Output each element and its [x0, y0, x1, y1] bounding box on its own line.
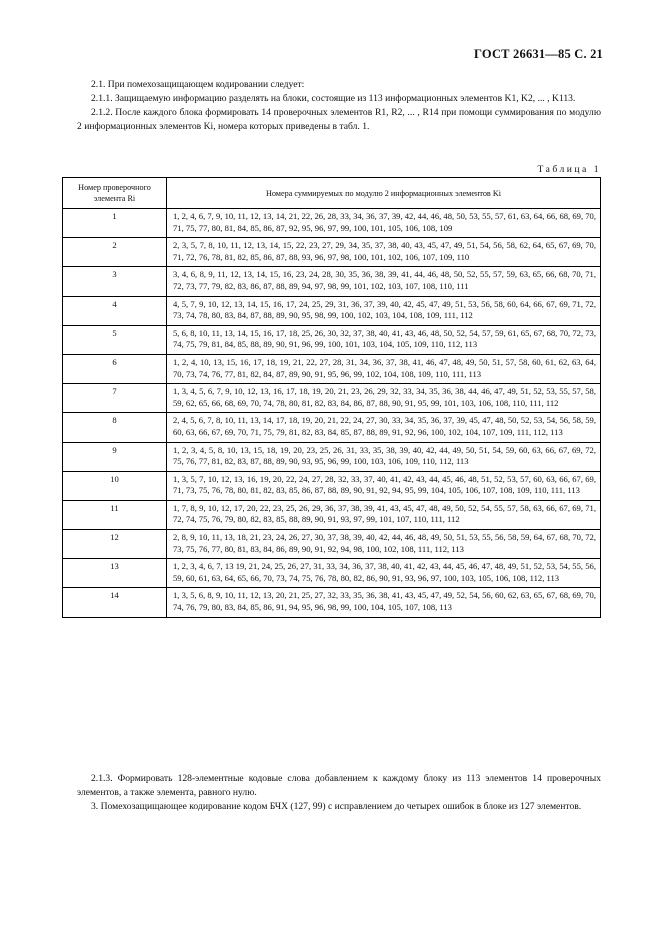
table-caption: Таблица 1: [537, 164, 601, 175]
row-number: 14: [63, 588, 167, 617]
row-number: 4: [63, 296, 167, 325]
row-number: 5: [63, 325, 167, 354]
check-elements-table: [62, 177, 601, 618]
table-row: [63, 471, 601, 500]
row-values: 2, 8, 9, 10, 11, 13, 18, 21, 23, 24, 26, 27, 30, 37, 38, 39, 40, 42, 44, 46, 48, 49, 50, 51, 53, 55, 56, 58, 59, 64, 67, 68, 70, 72, 73, 75, 76, 77, 80, 81, 83, 84, 86, 89, 90, 91, 92, 94, 98, 100, 102, 108, 111, 112, 113: [167, 530, 601, 559]
table-row: [63, 442, 601, 471]
table-row: [63, 384, 601, 413]
paragraph: 3. Помехозащищающее кодирование кодом БЧХ (127, 99) с исправлением до четырех ошибок в блоке из 127 элементов.: [91, 801, 582, 812]
table-row: [63, 267, 601, 296]
table-row: [63, 588, 601, 617]
table-row: [63, 559, 601, 588]
row-number: 12: [63, 530, 167, 559]
column-header-summed-elements: Номера суммируемых по модулю 2 информационных элементов Ki: [167, 178, 601, 209]
row-values: 1, 3, 4, 5, 6, 7, 9, 10, 12, 13, 16, 17, 18, 19, 20, 21, 23, 26, 29, 32, 33, 34, 35, 36, 38, 44, 46, 47, 49, 51, 52, 53, 55, 57, 58, 59, 62, 65, 66, 68, 69, 70, 74, 78, 80, 81, 82, 83, 84, 86, 87, 88, 90, 91, 95, 99, 101, 103, 106, 108, 110, 111, 112: [167, 384, 601, 413]
row-number: 2: [63, 238, 167, 267]
row-number: 7: [63, 384, 167, 413]
paragraph: 2.1. При помехозащищающем кодировании следует:: [91, 79, 305, 90]
row-number: 3: [63, 267, 167, 296]
column-header-check-element: Номер проверочного элемента Ri: [63, 178, 167, 209]
row-values: 4, 5, 7, 9, 10, 12, 13, 14, 15, 16, 17, 24, 25, 29, 31, 36, 37, 39, 40, 42, 45, 47, 49, 51, 53, 56, 58, 60, 64, 66, 67, 69, 71, 72, 73, 74, 78, 80, 83, 84, 87, 88, 89, 90, 95, 98, 99, 100, 102, 103, 104, 108, 109, 111, 112: [167, 296, 601, 325]
table-row: [63, 530, 601, 559]
paragraph: 2.1.2. После каждого блока формировать 14 проверочных элементов R1, R2, ... , R14 при помощи суммирования по модулю 2 информационных элементов Ki, номера которых приведены в табл. 1.: [77, 107, 601, 132]
row-values: 2, 3, 5, 7, 8, 10, 11, 12, 13, 14, 15, 22, 23, 27, 29, 34, 35, 37, 38, 40, 43, 45, 47, 49, 51, 54, 56, 58, 62, 64, 65, 67, 69, 70, 71, 72, 76, 78, 81, 82, 85, 86, 87, 88, 93, 96, 97, 98, 100, 101, 102, 106, 107, 109, 110: [167, 238, 601, 267]
row-number: 13: [63, 559, 167, 588]
row-values: 5, 6, 8, 10, 11, 13, 14, 15, 16, 17, 18, 25, 26, 30, 32, 37, 38, 40, 41, 43, 46, 48, 50, 52, 54, 57, 59, 61, 65, 67, 68, 70, 72, 73, 74, 75, 79, 81, 84, 85, 88, 89, 90, 91, 96, 99, 100, 101, 103, 104, 105, 109, 110, 112, 113: [167, 325, 601, 354]
row-number: 8: [63, 413, 167, 442]
table-row: [63, 325, 601, 354]
row-number: 1: [63, 209, 167, 238]
row-number: 9: [63, 442, 167, 471]
page-header: ГОСТ 26631—85 С. 21: [474, 47, 603, 61]
table-row: [63, 500, 601, 529]
row-values: 1, 3, 5, 7, 10, 12, 13, 16, 19, 20, 22, 24, 27, 28, 32, 33, 37, 40, 41, 42, 43, 44, 45, 46, 48, 51, 52, 53, 57, 60, 63, 66, 67, 69, 71, 73, 75, 76, 78, 80, 81, 82, 83, 85, 86, 87, 88, 89, 90, 91, 92, 94, 95, 99, 104, 105, 106, 107, 108, 109, 110, 111, 113: [167, 471, 601, 500]
row-values: 1, 2, 4, 6, 7, 9, 10, 11, 12, 13, 14, 21, 22, 26, 28, 33, 34, 36, 37, 39, 42, 44, 46, 48, 50, 53, 55, 57, 61, 63, 64, 66, 68, 69, 70, 71, 75, 77, 80, 81, 84, 85, 86, 87, 92, 95, 96, 97, 99, 100, 101, 105, 106, 108, 109: [167, 209, 601, 238]
table-row: [63, 413, 601, 442]
row-values: 1, 2, 4, 10, 13, 15, 16, 17, 18, 19, 21, 22, 27, 28, 31, 34, 36, 37, 38, 41, 46, 47, 48, 49, 50, 51, 57, 58, 60, 61, 62, 63, 64, 70, 73, 74, 76, 77, 81, 82, 84, 87, 89, 90, 91, 95, 96, 99, 102, 104, 108, 109, 110, 111, 113: [167, 354, 601, 383]
table-row: [63, 209, 601, 238]
paragraph: 2.1.1. Защищаемую информацию разделять на блоки, состоящие из 113 информационных элементов K1, K2, ... , K113.: [91, 93, 576, 104]
table-body: [63, 209, 601, 618]
row-values: 2, 4, 5, 6, 7, 8, 10, 11, 13, 14, 17, 18, 19, 20, 21, 22, 24, 27, 30, 33, 34, 35, 36, 37, 39, 45, 47, 48, 50, 52, 53, 54, 56, 58, 59, 60, 63, 66, 67, 69, 70, 71, 75, 79, 81, 82, 83, 84, 85, 87, 88, 89, 91, 92, 96, 100, 102, 104, 107, 109, 111, 112, 113: [167, 413, 601, 442]
row-values: 1, 7, 8, 9, 10, 12, 17, 20, 22, 23, 25, 26, 29, 36, 37, 38, 39, 41, 43, 45, 47, 48, 49, 50, 52, 54, 55, 57, 58, 63, 66, 67, 69, 71, 72, 74, 75, 76, 79, 80, 82, 83, 85, 88, 89, 90, 91, 93, 97, 99, 101, 107, 110, 111, 112: [167, 500, 601, 529]
row-number: 11: [63, 500, 167, 529]
row-values: 1, 2, 3, 4, 5, 8, 10, 13, 15, 18, 19, 20, 23, 25, 26, 31, 33, 35, 38, 39, 40, 42, 44, 49, 50, 51, 54, 59, 60, 63, 66, 67, 69, 72, 75, 76, 77, 81, 82, 83, 87, 88, 89, 90, 93, 95, 96, 99, 100, 103, 106, 109, 110, 112, 113: [167, 442, 601, 471]
row-values: 1, 2, 3, 4, 6, 7, 13 19, 21, 24, 25, 26, 27, 31, 33, 34, 36, 37, 38, 40, 41, 42, 43, 44, 45, 46, 47, 48, 49, 51, 52, 53, 54, 55, 56, 59, 60, 61, 63, 64, 65, 66, 70, 73, 74, 75, 76, 78, 80, 82, 86, 90, 91, 93, 96, 97, 100, 103, 105, 106, 108, 112, 113: [167, 559, 601, 588]
paragraph: 2.1.3. Формировать 128-элементные кодовые слова добавлением к каждому блоку из 113 элементов 14 проверочных элементов, а также элемента, равного нулю.: [77, 773, 601, 798]
row-number: 10: [63, 471, 167, 500]
row-number: 6: [63, 354, 167, 383]
row-values: 3, 4, 6, 8, 9, 11, 12, 13, 14, 15, 16, 23, 24, 28, 30, 35, 36, 38, 39, 41, 44, 46, 48, 50, 52, 55, 57, 59, 63, 65, 66, 68, 70, 71, 72, 73, 77, 79, 82, 83, 86, 87, 88, 89, 94, 97, 98, 99, 101, 102, 103, 107, 108, 110, 111: [167, 267, 601, 296]
closing-text: [77, 772, 601, 814]
table-row: [63, 354, 601, 383]
row-values: 1, 3, 5, 6, 8, 9, 10, 11, 12, 13, 20, 21, 25, 27, 32, 33, 35, 36, 38, 41, 43, 45, 47, 49, 52, 54, 56, 60, 62, 63, 65, 67, 68, 69, 70, 74, 76, 79, 80, 83, 84, 85, 86, 91, 94, 95, 96, 98, 99, 100, 104, 105, 107, 108, 113: [167, 588, 601, 617]
table-row: [63, 296, 601, 325]
table-row: [63, 238, 601, 267]
intro-text: [77, 78, 601, 134]
